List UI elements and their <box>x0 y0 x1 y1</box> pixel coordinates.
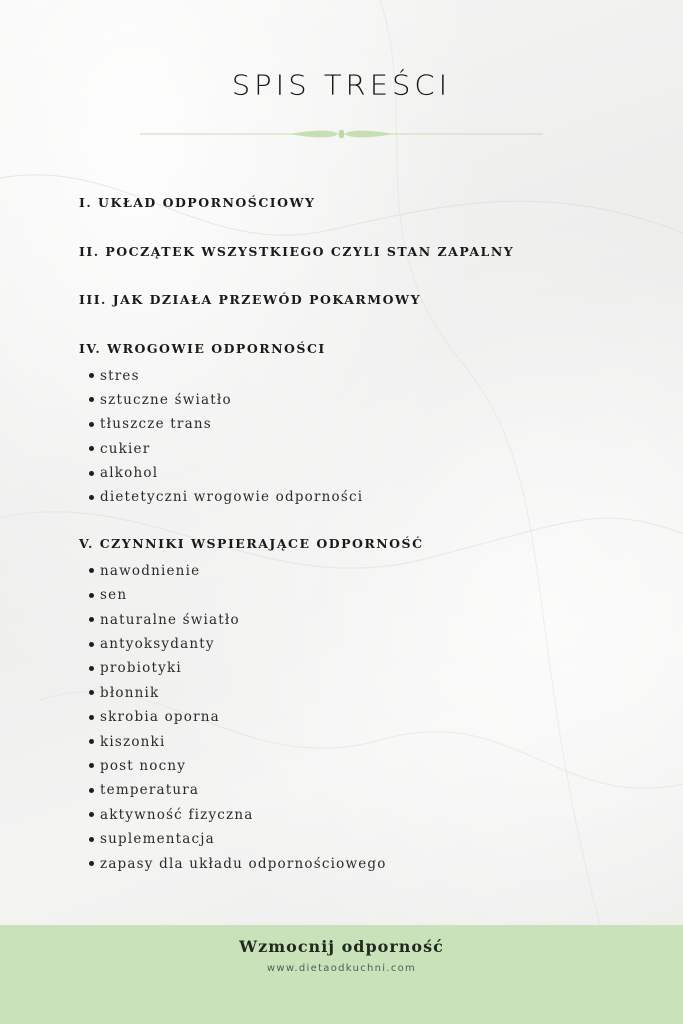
toc-list-item <box>79 583 639 607</box>
footer-title: Wzmocnij odporność <box>239 937 444 956</box>
toc-list-item <box>79 705 639 729</box>
toc-list-item <box>79 412 639 436</box>
bullet-icon <box>89 397 94 402</box>
toc-list-item-label: probiotyki <box>100 660 182 677</box>
toc-list-item-label: nawodnienie <box>100 562 201 579</box>
toc-list-item <box>79 852 639 876</box>
toc-list-item <box>79 632 639 656</box>
bullet-icon <box>89 837 94 842</box>
toc-list-item <box>79 437 639 461</box>
decorative-divider <box>140 126 543 142</box>
toc-list-item <box>79 778 639 802</box>
toc-list-item-label: alkohol <box>100 465 159 482</box>
toc-list-item-label: antyoksydanty <box>100 636 215 653</box>
bullet-icon <box>89 471 94 476</box>
toc-list-item <box>79 485 639 509</box>
toc-section-heading: V. CZYNNIKI WSPIERAJĄCE ODPORNOŚĆ <box>79 535 424 551</box>
bullet-icon <box>89 812 94 817</box>
toc-list-item <box>79 754 639 778</box>
toc-list-item <box>79 559 639 583</box>
toc-list-item-label: suplementacja <box>100 831 215 848</box>
footer-banner <box>0 925 683 1024</box>
toc-list-item-label: dietetyczni wrogowie odporności <box>100 489 364 506</box>
toc-section-heading: III. JAK DZIAŁA PRZEWÓD POKARMOWY <box>79 292 421 307</box>
toc-list-item <box>79 364 639 388</box>
table-of-contents <box>79 194 639 876</box>
bullet-icon <box>89 495 94 500</box>
toc-list-item-label: tłuszcze trans <box>100 416 212 433</box>
toc-section-heading: II. POCZĄTEK WSZYSTKIEGO CZYLI STAN ZAPALNY <box>79 243 515 259</box>
footer-website-url: www.dietaodkuchni.com <box>266 963 417 974</box>
toc-list-item-label: skrobia oporna <box>100 709 220 726</box>
toc-list-item-label: stres <box>100 367 140 384</box>
page-title: SPIS TREŚCI <box>231 68 452 102</box>
bullet-icon <box>89 788 94 793</box>
toc-list-item-label: zapasy dla układu odpornościowego <box>100 855 387 872</box>
bullet-icon <box>89 422 94 427</box>
bullet-icon <box>89 642 94 647</box>
section-spacer <box>79 261 639 292</box>
bullet-icon <box>89 666 94 671</box>
toc-list-item-label: temperatura <box>100 782 200 799</box>
bullet-icon <box>89 593 94 598</box>
bullet-icon <box>89 763 94 768</box>
toc-list-item-label: post nocny <box>100 757 187 774</box>
toc-list-item <box>79 681 639 705</box>
bullet-icon <box>89 446 94 451</box>
toc-section-heading: IV. WROGOWIE ODPORNOŚCI <box>79 340 326 356</box>
toc-list-item-label: błonnik <box>100 684 160 701</box>
toc-subsection-list <box>79 364 639 510</box>
bullet-icon <box>89 690 94 695</box>
toc-list-item <box>79 608 639 632</box>
bullet-icon <box>89 568 94 573</box>
toc-list-item-label: sztuczne światło <box>100 391 232 408</box>
toc-list-item <box>79 656 639 680</box>
toc-list-item <box>79 827 639 851</box>
toc-list-item <box>79 730 639 754</box>
section-spacer <box>79 510 639 535</box>
bullet-icon <box>89 739 94 744</box>
bullet-icon <box>89 861 94 866</box>
toc-list-item <box>79 803 639 827</box>
toc-list-item-label: sen <box>100 587 128 604</box>
toc-list-item-label: cukier <box>100 440 151 457</box>
section-spacer <box>79 309 639 340</box>
toc-list-item <box>79 461 639 485</box>
section-spacer <box>79 212 639 243</box>
toc-list-item-label: kiszonki <box>100 733 166 750</box>
toc-subsection-list <box>79 559 639 876</box>
toc-list-item-label: naturalne światło <box>100 611 240 628</box>
bullet-icon <box>89 617 94 622</box>
toc-list-item-label: aktywność fizyczna <box>100 806 254 823</box>
bullet-icon <box>89 715 94 720</box>
toc-section-heading: I. UKŁAD ODPORNOŚCIOWY <box>79 195 316 210</box>
toc-list-item <box>79 388 639 412</box>
bullet-icon <box>89 373 94 378</box>
